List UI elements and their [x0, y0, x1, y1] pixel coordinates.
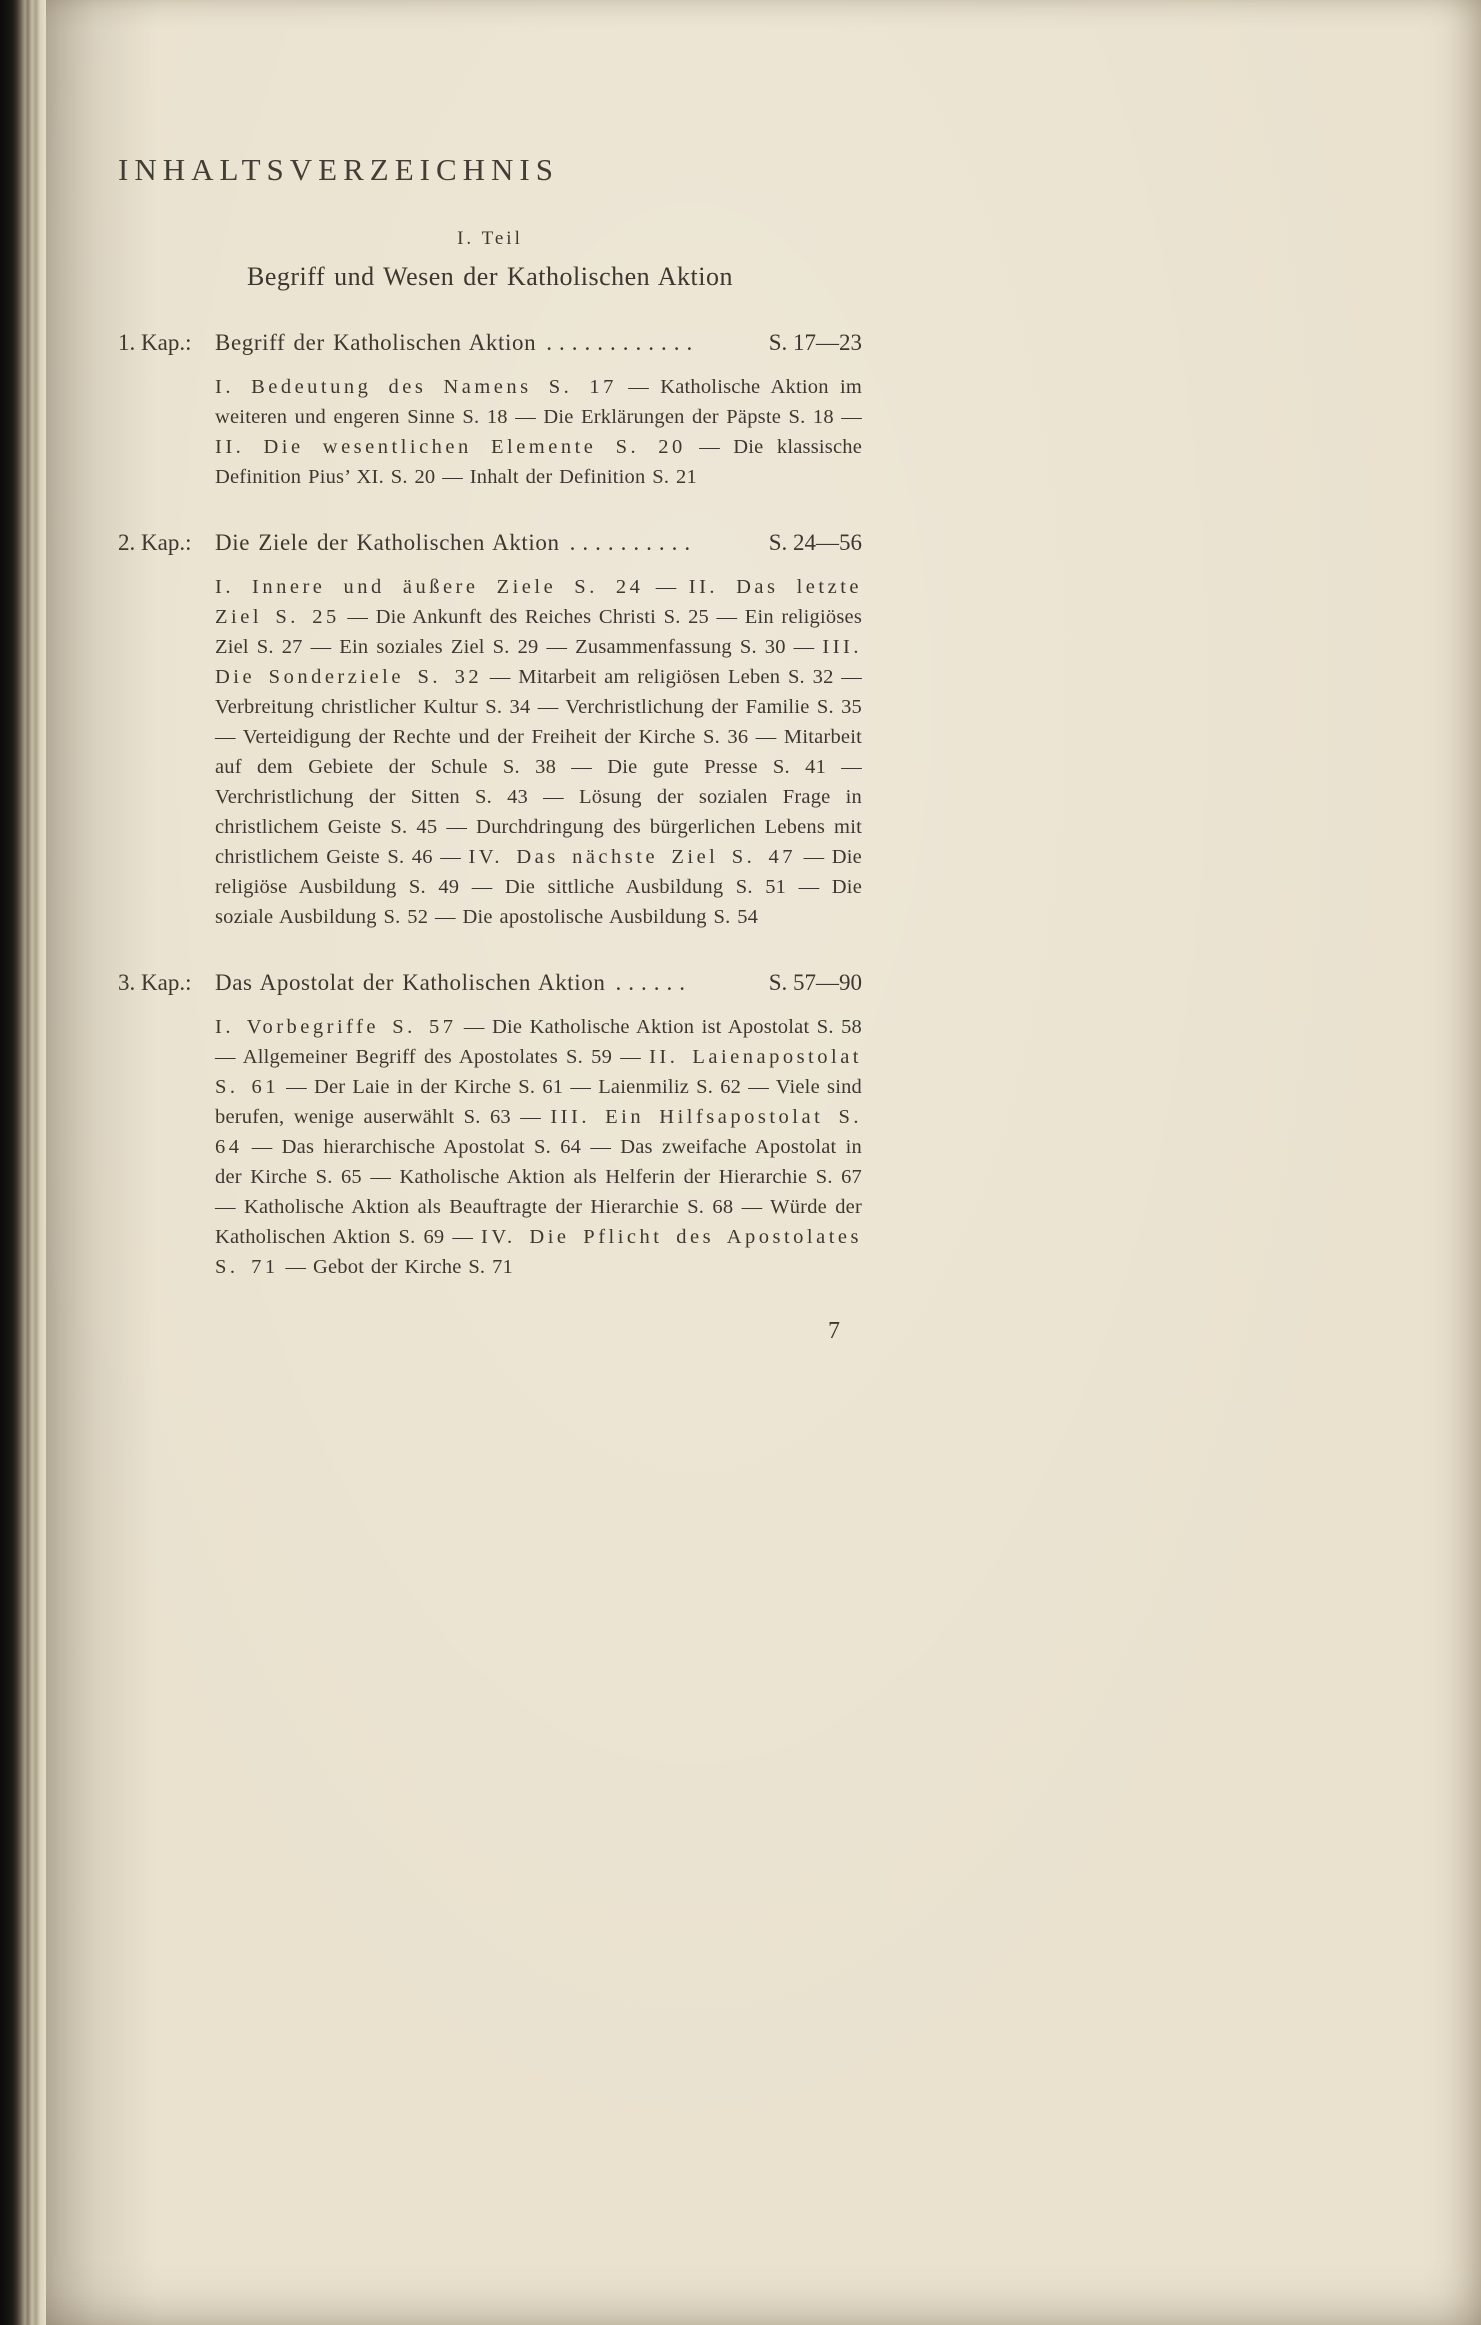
chapter-list — [118, 328, 862, 1282]
chapter-detail — [215, 572, 862, 932]
toc-entry-head — [118, 328, 862, 358]
chapter-title: Das Apostolat der Katholischen Aktion — [215, 970, 606, 995]
book-binding-edge — [0, 0, 46, 2325]
chapter-title: Begriff der Katholischen Aktion — [215, 330, 537, 355]
toc-entry-head — [118, 968, 862, 998]
detail-text: — Die klassische Definition Pius’ XI. S. 20 — Inhalt der Definition S. 21 — [215, 436, 862, 488]
detail-text: — Die religiöse Ausbildung S. 49 — Die sittliche Ausbildung S. 51 — Die soziale Ausbildung S. 52 — Die apostolische Ausbildung S. 54 — [215, 846, 862, 928]
chapter-title: Die Ziele der Katholischen Aktion — [215, 530, 560, 555]
toc-entry — [118, 528, 862, 932]
toc-content — [118, 152, 862, 1345]
toc-entry-head — [118, 528, 862, 558]
detail-text: — — [643, 576, 689, 598]
chapter-label: 3. Kap.: — [118, 970, 192, 995]
detail-section-heading: I. Bedeutung des Namens S. 17 — [215, 376, 617, 398]
detail-text: — Das hierarchische Apostolat S. 64 — Das zweifache Apostolat in der Kirche S. 65 — Katholische Aktion als Helferin der Hierarchie S. 67 — Katholische Aktion als Beauftragte der Hierarchie S. 68 — Würde der Katholischen Aktion S. 69 — — [215, 1136, 862, 1248]
chapter-label: 2. Kap.: — [118, 530, 192, 555]
paper — [46, 0, 1481, 2325]
detail-section-heading: IV. Die Pflicht des Apostolates S. 71 — [215, 1226, 862, 1278]
page-number: 7 — [828, 1318, 840, 1344]
page-title: INHALTSVERZEICHNIS — [118, 152, 559, 187]
chapter-pages: S. 57—90 — [768, 970, 862, 995]
detail-section-heading: IV. Das nächste Ziel S. 47 — [468, 846, 797, 868]
leader-dots: .......... — [569, 530, 698, 555]
detail-text: — Die Ankunft des Reiches Christi S. 25 — Ein religiöses Ziel S. 27 — Ein soziales Ziel S. 29 — Zusammenfassung S. 30 — — [215, 606, 862, 658]
detail-section-heading: II. Die wesentlichen Elemente S. 20 — [215, 436, 686, 458]
toc-entry — [118, 968, 862, 1282]
part-label: I. Teil — [457, 228, 523, 249]
detail-section-heading: I. Innere und äußere Ziele S. 24 — [215, 576, 644, 598]
detail-text: — Der Laie in der Kirche S. 61 — Laienmiliz S. 62 — Viele sind berufen, wenige auserwählt S. 63 — — [215, 1076, 862, 1128]
detail-text: — Gebot der Kirche S. 71 — [278, 1256, 513, 1278]
part-heading: Begriff und Wesen der Katholischen Aktion — [247, 262, 733, 291]
chapter-detail — [215, 1012, 862, 1282]
detail-section-heading: III. Ein Hilfsapostolat S. 64 — [215, 1106, 862, 1158]
detail-section-heading: II. Laienapostolat S. 61 — [215, 1046, 862, 1098]
detail-section-heading: II. Das letzte Ziel S. 25 — [215, 576, 862, 628]
detail-text: — Die Katholische Aktion ist Apostolat S. 58 — Allgemeiner Begriff des Apostolates S. 59 — — [215, 1016, 862, 1068]
leader-dots: ............ — [546, 330, 700, 355]
chapter-label: 1. Kap.: — [118, 330, 192, 355]
leader-dots: ...... — [615, 970, 692, 995]
detail-text: — Mitarbeit am religiösen Leben S. 32 — Verbreitung christlicher Kultur S. 34 — Verchristlichung der Familie S. 35 — Verteidigung der Rechte und der Freiheit der Kirche S. 36 — Mitarbeit auf dem Gebiete der Schule S. 38 — Die gute Presse S. 41 — Verchristlichung der Sitten S. 43 — Lösung der sozialen Frage in christlichem Geiste S. 45 — Durchdringung des bürgerlichen Lebens mit christlichem Geiste S. 46 — — [215, 666, 862, 868]
detail-text: — Katholische Aktion im weiteren und engeren Sinne S. 18 — Die Erklärungen der Päpste S. 18 — — [215, 376, 863, 428]
chapter-detail — [215, 372, 862, 492]
chapter-pages: S. 17—23 — [768, 330, 862, 355]
detail-section-heading: I. Vorbegriffe S. 57 — [215, 1016, 457, 1038]
detail-section-heading: III. Die Sonderziele S. 32 — [215, 636, 862, 688]
toc-entry — [118, 328, 862, 492]
chapter-pages: S. 24—56 — [768, 530, 862, 555]
